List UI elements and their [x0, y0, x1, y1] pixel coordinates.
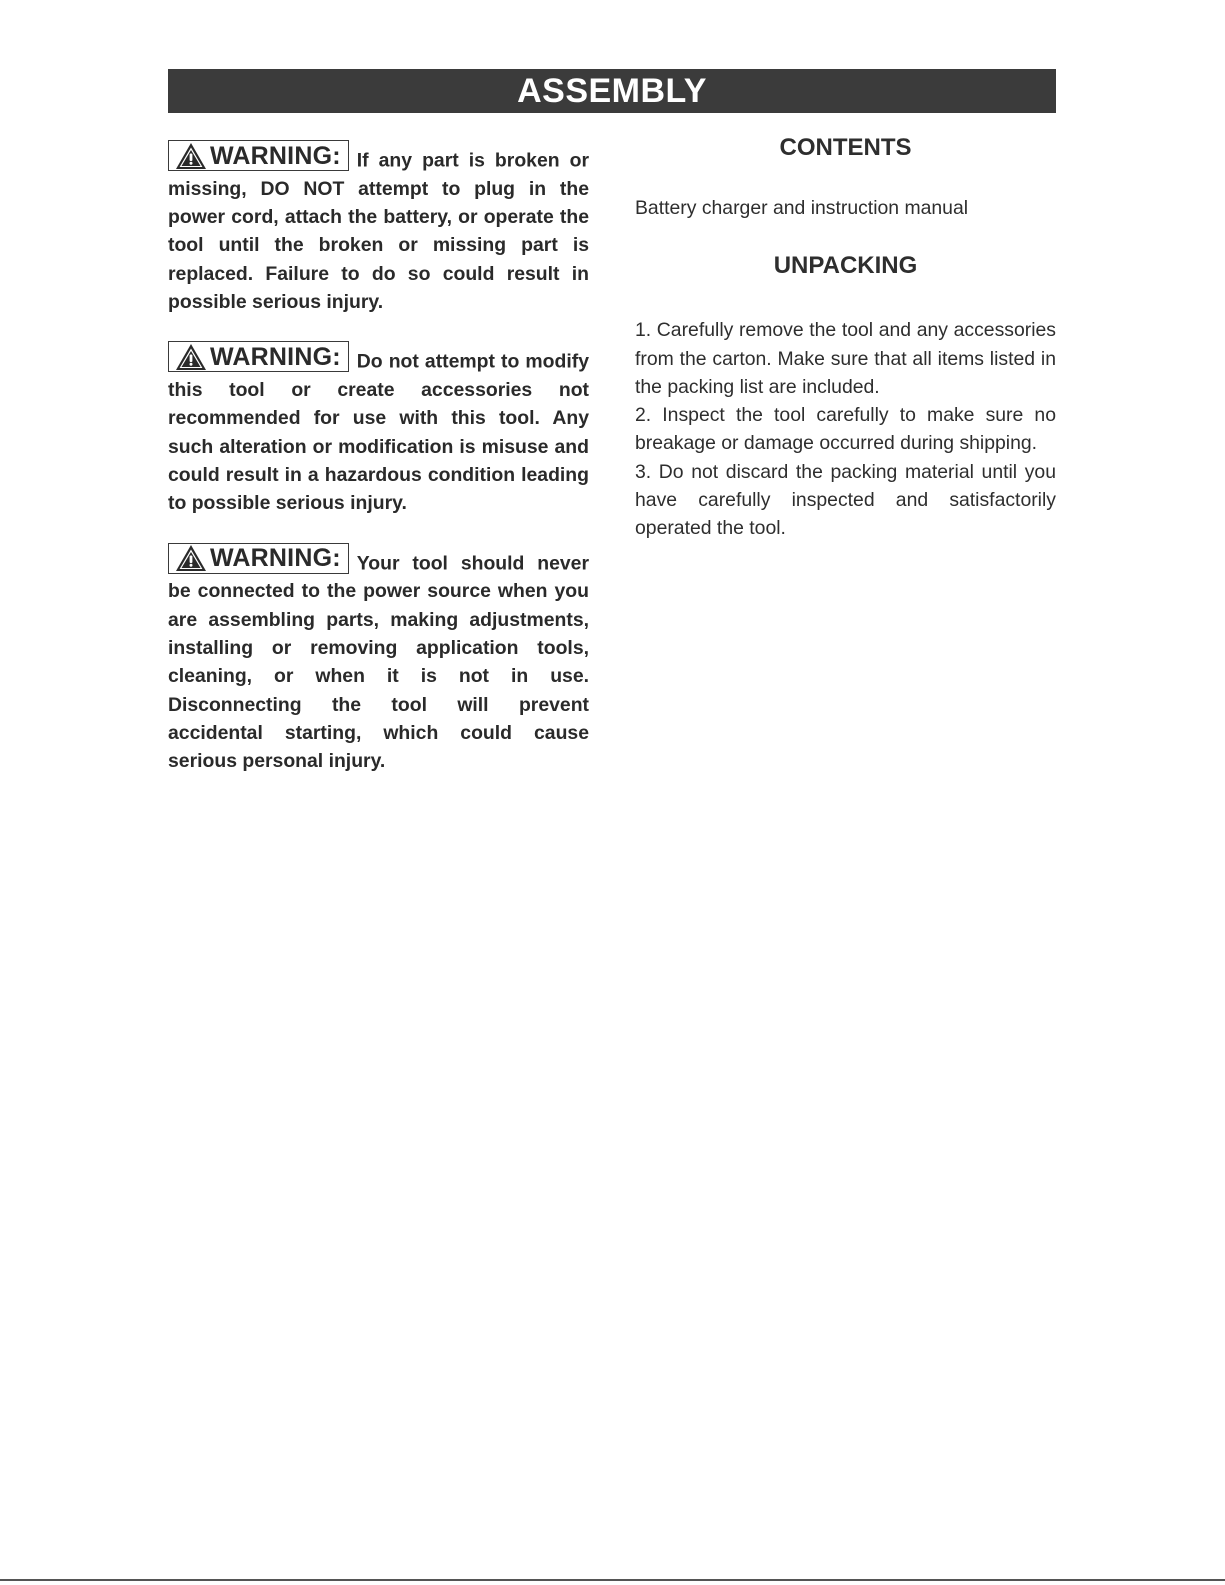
warning-label: WARNING: — [210, 141, 341, 170]
section-header-bar — [168, 69, 1056, 113]
unpacking-step: 3. Do not discard the packing material until you have carefully inspected and satisfactorily operated the tool. — [635, 460, 1056, 540]
warning-text: If any part is broken or missing, DO NOT attempt to plug in the power cord, attach the battery, or operate the tool until the broken or missing part is replaced. Failure to do so could result in possible serious injury. — [168, 149, 589, 313]
warning-text: Your tool should never be connected to the power source when you are assembling parts, making adjustments, installing or removing application tools, cleaning, or when it is not in use. Disconnecting the tool will prevent accidental starting, which could cause serious personal injury. — [168, 552, 589, 773]
unpacking-step: 1. Carefully remove the tool and any accessories from the carton. Make sure that all items listed in the packing list are included. — [635, 319, 1056, 398]
contents-column — [635, 128, 1056, 543]
warning-triangle-icon — [174, 342, 208, 372]
warning-block-3 — [168, 543, 589, 776]
warning-label-box — [168, 341, 349, 372]
unpacking-step: 2. Inspect the tool carefully to make sure no breakage or damage occurred during shipping. — [635, 404, 1056, 455]
unpacking-heading: UNPACKING — [773, 252, 918, 280]
warning-text: Do not attempt to modify this tool or create accessories not recommended for use with this tool. Any such alteration or modification is misuse and could result in a hazardous condition leading to possible serious injury. — [168, 350, 589, 515]
warning-label: WARNING: — [210, 544, 341, 573]
warning-block-1 — [168, 140, 589, 316]
unpacking-steps — [635, 316, 1056, 542]
warning-block-2 — [168, 341, 589, 517]
warning-triangle-icon — [174, 543, 208, 573]
warning-label-box — [168, 140, 349, 171]
warning-label-box — [168, 543, 349, 574]
warning-label: WARNING: — [210, 342, 341, 371]
contents-heading: CONTENTS — [779, 134, 912, 161]
page-bottom-rule — [0, 1579, 1225, 1581]
warning-triangle-icon — [174, 141, 208, 171]
contents-text: Battery charger and instruction manual — [635, 197, 969, 219]
warnings-column — [168, 140, 589, 800]
section-title: ASSEMBLY — [517, 72, 707, 110]
